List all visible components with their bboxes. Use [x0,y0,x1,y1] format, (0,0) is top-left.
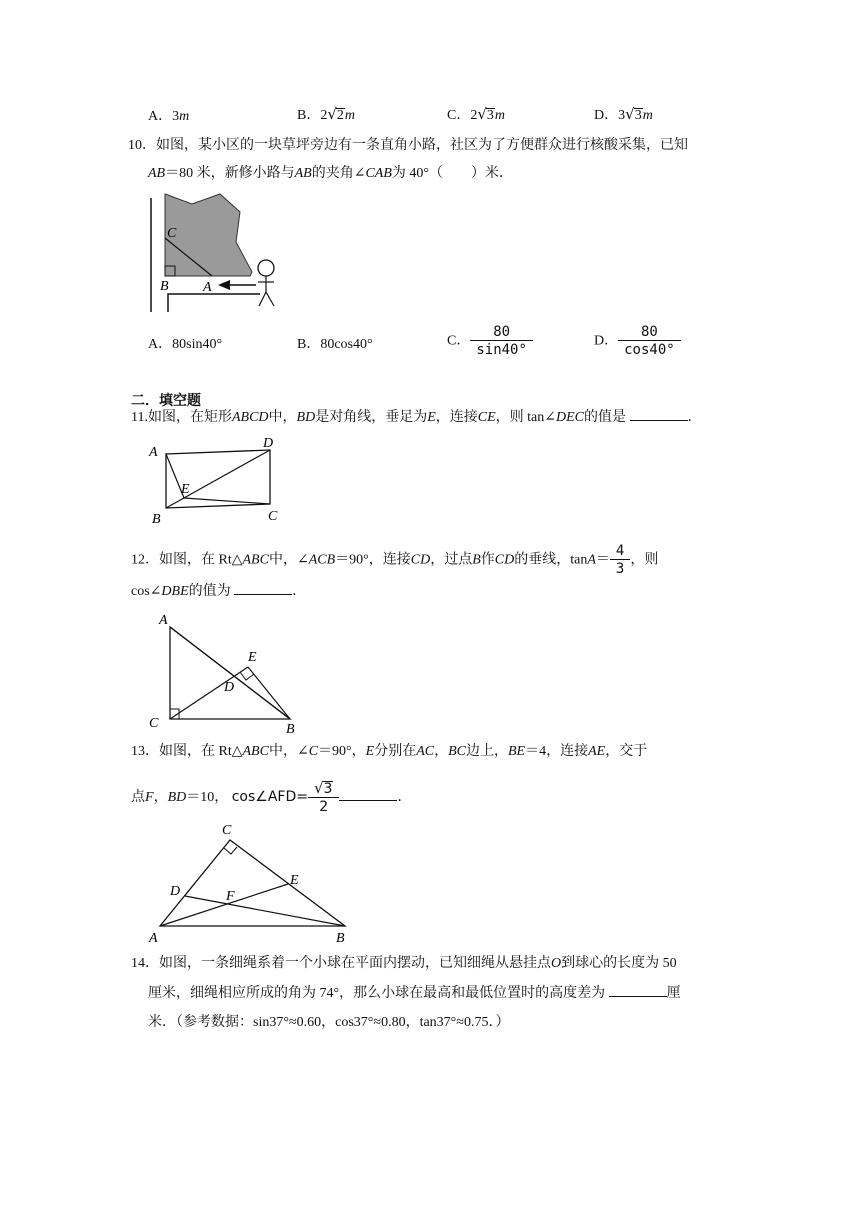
q12-text: 12．如图，在 Rt△ABC中，∠ACB＝90°，连接CD，过点B作CD的垂线，tanA＝ $\frac{4}{3}$ ，则 [131,543,659,577]
q10-option-a: A．80sin40° [148,337,223,352]
q12-line2: cos∠DBE的值为 ． [131,584,307,599]
label-b: B [160,279,169,294]
q10-figure [140,190,300,320]
answer-blank [630,408,688,421]
label-c: C [222,823,232,838]
label-f: F [226,889,235,904]
label-a: A [159,613,168,628]
label-b: B [286,722,295,735]
label-d: D [170,884,181,899]
q9-option-a: A．3m [148,109,190,124]
answer-blank [609,984,667,997]
answer-blank [339,788,397,801]
q12-figure [140,605,310,735]
answer-blank [234,582,292,595]
radical-icon: √ [625,105,635,123]
q13-line2: 点F，BD＝10， cos∠AFD= $\frac{√3}{2}$ ． [131,779,412,815]
q9-option-d: D．3√3m [594,105,653,123]
q10-line1: 10．如图，某小区的一块草坪旁边有一条直角小路，社区为了方便群众进行核酸采集，已知 [128,138,688,153]
label-c: C [167,226,177,241]
q14-line3: 米．（参考数据：sin37°≈0.60，cos37°≈0.80，tan37°≈0.75．） [148,1015,510,1030]
q10-option-d: D． $\frac{80}{\cos 40^\circ}$ [594,324,681,359]
label-e: E [290,873,299,888]
q13-figure [140,818,360,948]
q13-text: 13．如图，在 Rt△ABC中，∠C＝90°，E分别在AC，BC边上，BE＝4，连接AE，交于 [131,744,648,759]
label-c: C [268,509,278,524]
label-b: B [336,931,345,946]
q10-option-c: C． $\frac{80}{\sin 40^\circ}$ [447,324,533,359]
label-b: B [152,512,161,525]
q11-figure [140,430,290,525]
label-e: E [248,650,257,665]
label-c: C [149,716,159,731]
section-title: 二．填空题 [131,394,201,409]
q9-option-c: C．2√3m [447,105,506,123]
q11-text: 11.如图，在矩形ABCD中，BD是对角线，垂足为E，连接CE，则 tan∠DEC的值是 ． [131,410,702,425]
radical-icon: √ [313,779,324,797]
q10-line2: AB＝80 米，新修小路与AB的夹角∠CAB为 40°（ ）米． [148,166,514,181]
label-a: A [149,931,158,946]
label-e: E [181,482,190,497]
radical-icon: √ [327,105,337,123]
q14-line1: 14．如图，一条细绳系着一个小球在平面内摆动，已知细绳从悬挂点O到球心的长度为 50 [131,956,677,971]
label-a: A [149,445,158,460]
label-a: A [203,280,212,295]
q14-line2: 厘米，细绳相应所成的角为 74°，那么小球在最高和最低位置时的高度差为 厘 [148,986,681,1001]
radical-icon: √ [477,105,487,123]
q10-option-b: B．80cos40° [297,337,373,352]
q9-option-b: B．2√2m [297,105,356,123]
label-d: D [263,436,274,451]
label-d: D [224,680,235,695]
